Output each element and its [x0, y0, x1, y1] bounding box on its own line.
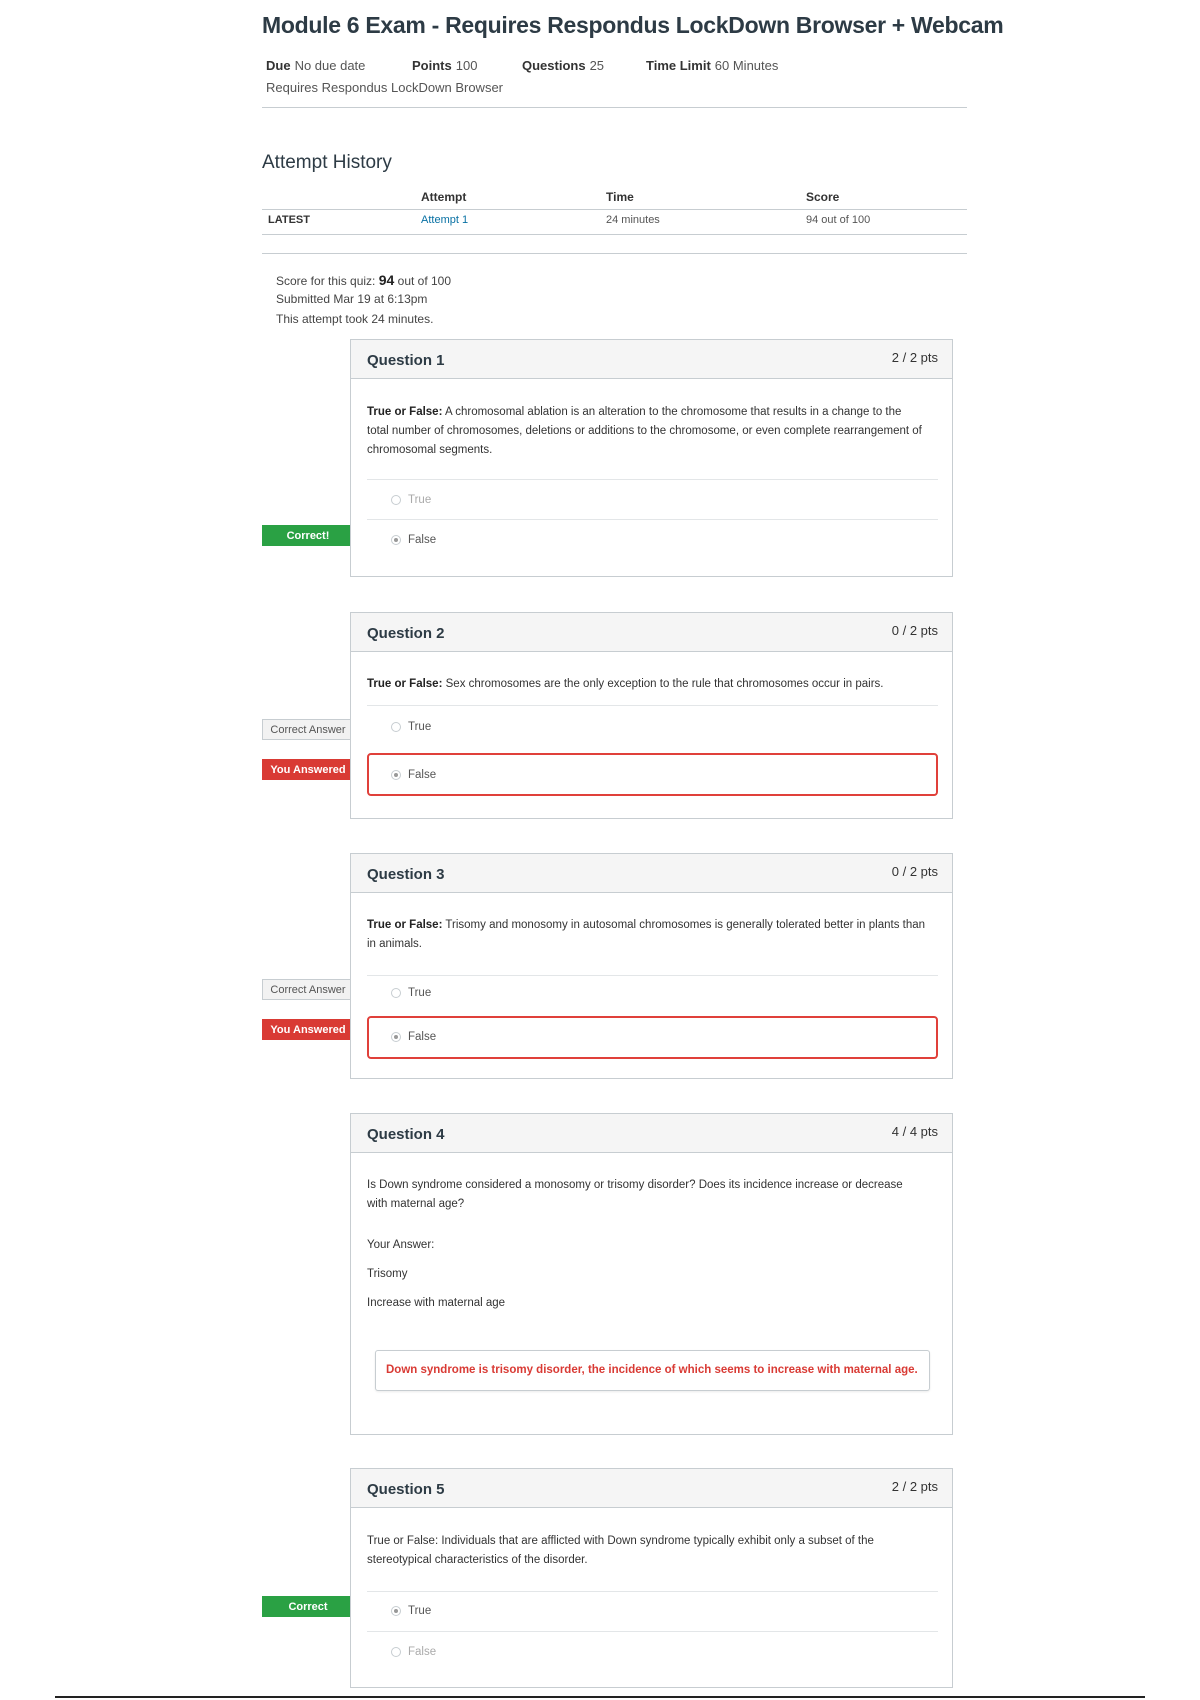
- radio-icon: [391, 722, 401, 732]
- history-row-score: 94 out of 100: [806, 214, 871, 226]
- question-header: [351, 340, 952, 379]
- question-points: 2 / 2 pts: [891, 350, 938, 365]
- divider: [367, 1591, 938, 1592]
- question-header: [351, 613, 952, 652]
- divider: [262, 209, 967, 210]
- your-answer-label: Your Answer:: [367, 1239, 435, 1251]
- history-header-time: Time: [606, 190, 634, 204]
- correct-answer-flag: Correct Answer: [262, 719, 354, 740]
- wrong-answer-highlight: [367, 753, 938, 796]
- answer-option-true[interactable]: True: [391, 494, 431, 506]
- question-title: Question 1: [367, 352, 445, 369]
- question-header: [351, 1469, 952, 1508]
- question-points: 4 / 4 pts: [891, 1124, 938, 1139]
- your-answer-line: Increase with maternal age: [367, 1297, 506, 1309]
- question-points: 2 / 2 pts: [891, 1479, 938, 1494]
- meta-due: Due No due date: [266, 58, 366, 73]
- question-points: 0 / 2 pts: [891, 864, 938, 879]
- question-title: Question 4: [367, 1126, 445, 1143]
- answer-comment: Down syndrome is trisomy disorder, the incidence of which seems to increase with maternal age.: [375, 1350, 930, 1391]
- question-4: [350, 1113, 953, 1435]
- history-row-label: LATEST: [268, 214, 310, 226]
- question-text: True or False: Sex chromosomes are the only exception to the rule that chromosomes occur in pairs.: [367, 678, 884, 690]
- submitted-time: Submitted Mar 19 at 6:13pm: [276, 292, 428, 306]
- divider: [262, 234, 967, 235]
- attempt-link[interactable]: Attempt 1: [421, 214, 469, 226]
- question-2: [350, 612, 953, 819]
- history-header-attempt: Attempt: [421, 190, 467, 204]
- meta-questions: Questions 25: [522, 58, 605, 73]
- question-header: [351, 1114, 952, 1153]
- attempt-history-title: Attempt History: [262, 152, 392, 173]
- radio-icon: [391, 1647, 401, 1657]
- question-1: [350, 339, 953, 577]
- score-summary: Score for this quiz: 94 out of 100: [276, 272, 452, 288]
- question-text: True or False: Individuals that are afflicted with Down syndrome typically exhibit only a subset of the stereotypical characteristics of the disorder.: [367, 1535, 874, 1566]
- question-title: Question 5: [367, 1481, 445, 1498]
- question-points: 0 / 2 pts: [891, 623, 938, 638]
- radio-icon: [391, 988, 401, 998]
- answer-option-true[interactable]: True: [391, 1605, 431, 1617]
- wrong-answer-highlight: [367, 1016, 938, 1059]
- your-answer-line: Trisomy: [367, 1268, 408, 1280]
- page-title: Module 6 Exam - Requires Respondus LockDown Browser + Webcam: [262, 12, 1004, 38]
- radio-icon: [391, 495, 401, 505]
- divider: [367, 705, 938, 706]
- radio-selected-icon: [391, 770, 401, 780]
- question-3: [350, 853, 953, 1079]
- answer-option-true[interactable]: True: [391, 721, 431, 733]
- correct-answer-flag: Correct Answer: [262, 979, 354, 1000]
- history-row-time: 24 minutes: [606, 214, 660, 226]
- divider: [367, 479, 938, 480]
- divider: [367, 1631, 938, 1632]
- answer-option-false[interactable]: False: [391, 769, 436, 781]
- attempt-duration: This attempt took 24 minutes.: [276, 312, 434, 326]
- history-header-score: Score: [806, 190, 840, 204]
- radio-selected-icon: [391, 1032, 401, 1042]
- question-header: [351, 854, 952, 893]
- correct-flag: Correct!: [262, 525, 354, 546]
- meta-time-limit: Time Limit 60 Minutes: [646, 58, 779, 73]
- meta-points: Points 100: [412, 58, 478, 73]
- question-text: Is Down syndrome considered a monosomy or trisomy disorder? Does its incidence increase or decrease with maternal age?: [367, 1179, 903, 1210]
- divider: [367, 975, 938, 976]
- answer-option-false[interactable]: False: [391, 534, 436, 546]
- correct-flag: Correct: [262, 1596, 354, 1617]
- question-title: Question 2: [367, 625, 445, 642]
- lockdown-requirement: Requires Respondus LockDown Browser: [266, 80, 504, 95]
- question-text: True or False: A chromosomal ablation is an alteration to the chromosome that results in a change to the total number of chromosomes, deletions or additions to the chromosome, or even complete rearrangement of chromosomal segments.: [367, 406, 922, 456]
- answer-option-false[interactable]: False: [391, 1646, 436, 1658]
- divider: [367, 519, 938, 520]
- page-bottom-rule: [55, 1696, 1145, 1698]
- question-title: Question 3: [367, 866, 445, 883]
- divider: [262, 107, 967, 108]
- you-answered-flag: You Answered: [262, 759, 354, 780]
- divider: [262, 253, 967, 254]
- question-5: [350, 1468, 953, 1688]
- question-text: True or False: Trisomy and monosomy in autosomal chromosomes is generally tolerated better in plants than in animals.: [367, 919, 926, 950]
- answer-option-true[interactable]: True: [391, 987, 431, 999]
- answer-option-false[interactable]: False: [391, 1031, 436, 1043]
- radio-selected-icon: [391, 535, 401, 545]
- you-answered-flag: You Answered: [262, 1019, 354, 1040]
- radio-selected-icon: [391, 1606, 401, 1616]
